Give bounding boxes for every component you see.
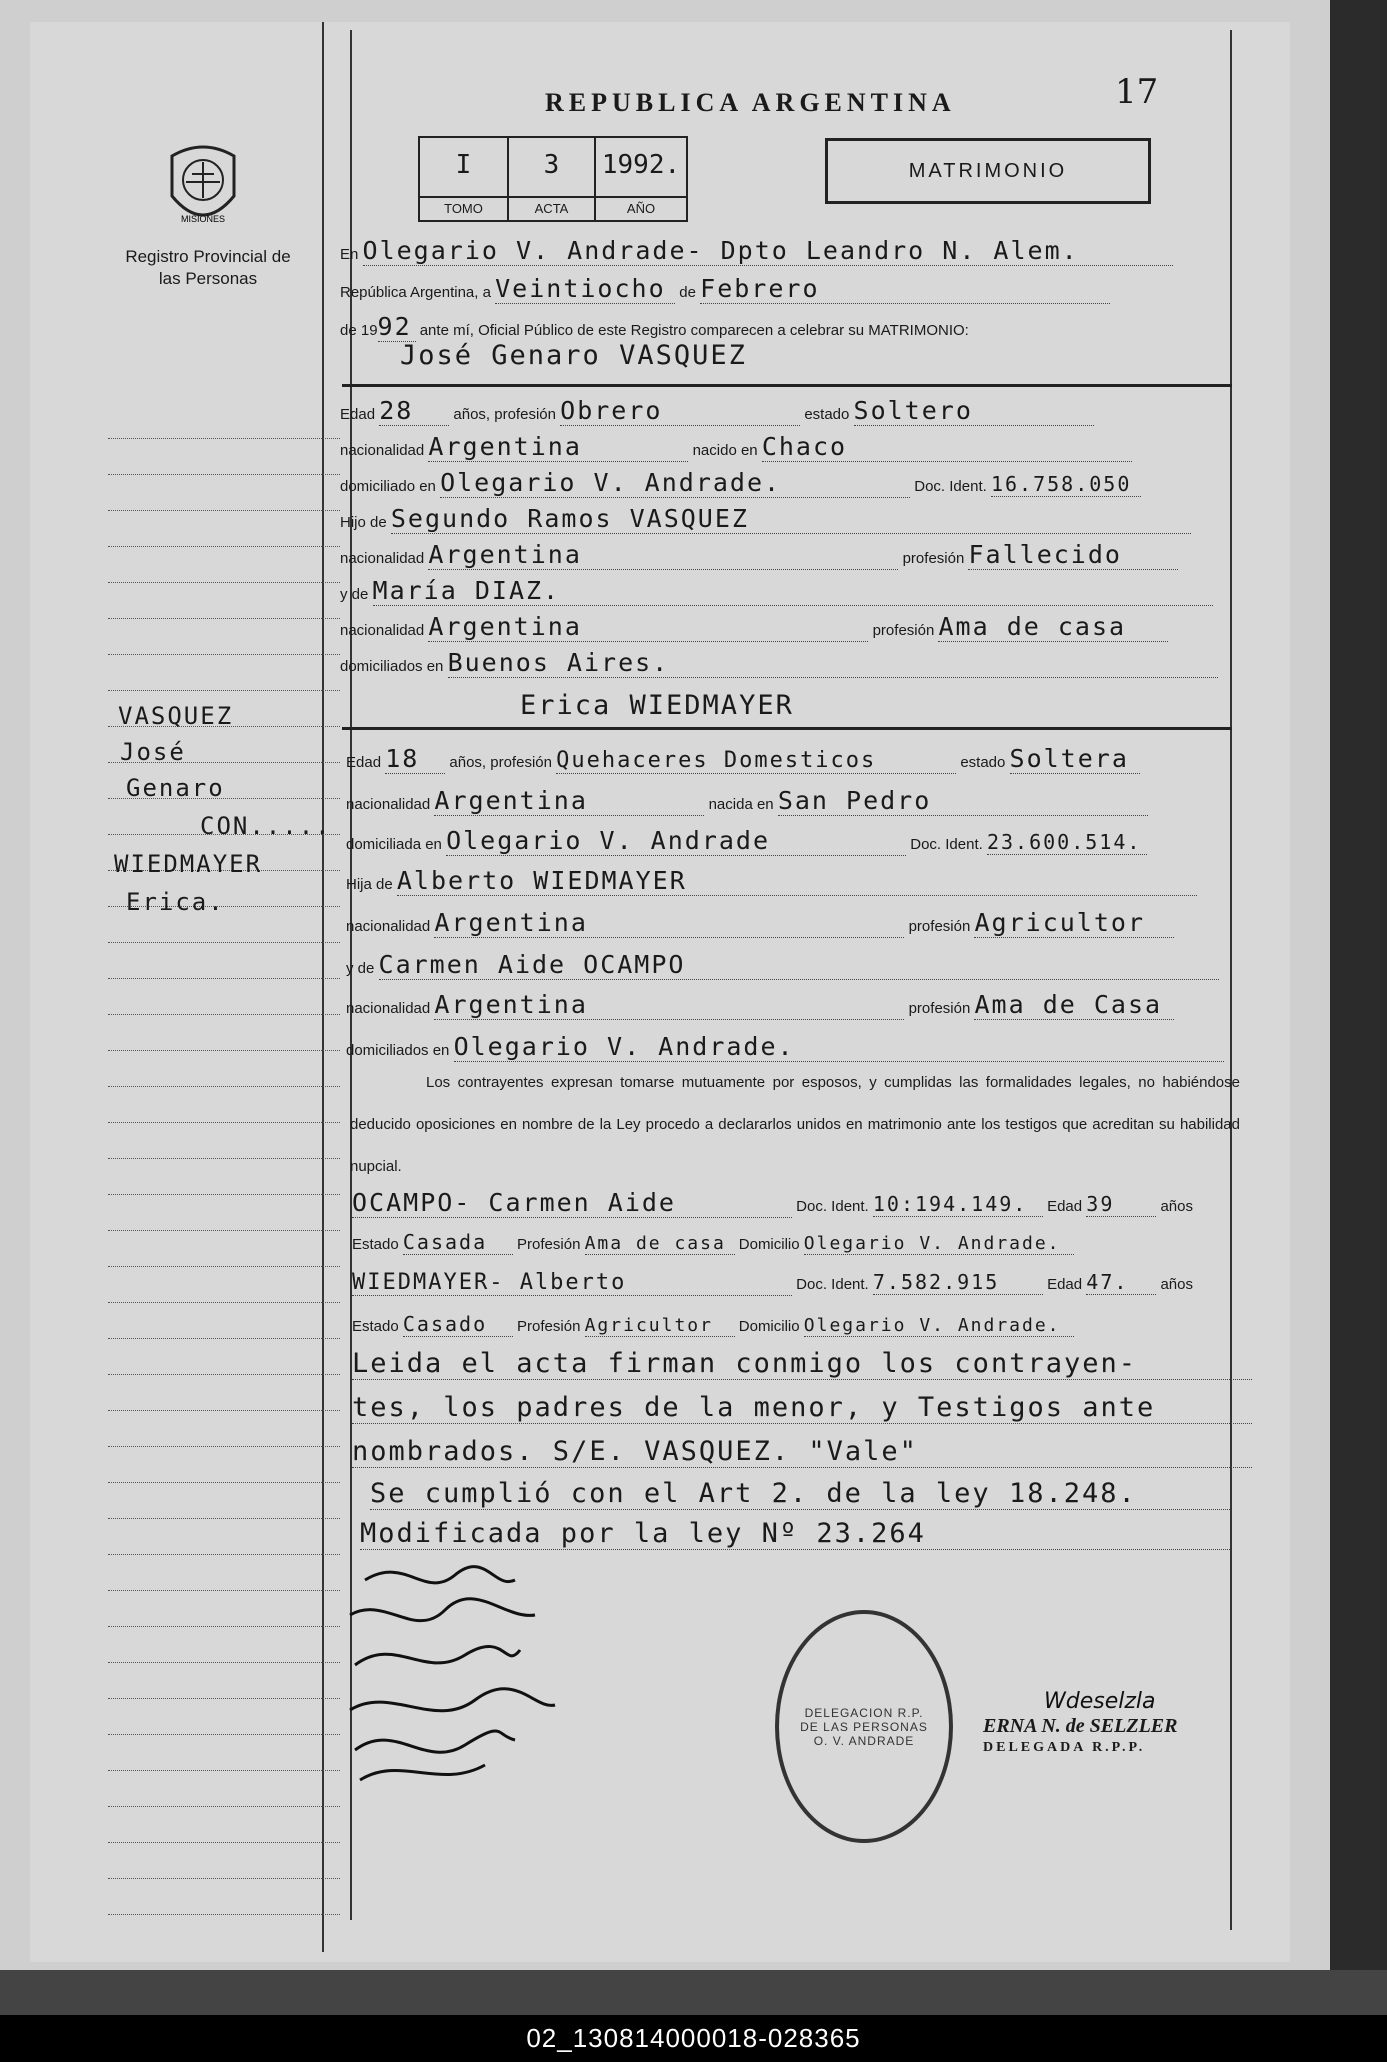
intro-year-row [340,312,1287,342]
stamp-text: DELEGACION R.P. DE LAS PERSONAS O. V. ANDRADE [800,1706,928,1748]
margin-note-line-2: José [120,738,186,766]
note-line-2: tes, los padres de la menor, y Testigos ante [352,1392,1252,1424]
witness-1-address: Olegario V. Andrade. [804,1233,1074,1255]
page-number: 17 [1115,72,1159,112]
groom-mother-nationality: Argentina [428,612,868,642]
groom-parents-address-row: domiciliados en Buenos Aires. [340,648,1287,678]
groom-address-row: domiciliado en Olegario V. Andrade. Doc. Ident. 16.758.050 [340,468,1287,498]
bride-mother-row: y de Carmen Aide OCAMPO [346,950,1287,980]
ano-value: 1992. [601,150,681,180]
groom-mother-row: y de María DIAZ. [340,576,1287,606]
tomo-cell [420,138,509,220]
note-line-1: Leida el acta firman conmigo los contrayen- [352,1348,1252,1380]
bride-mother-occupation: Ama de Casa [974,990,1174,1020]
bride-nationality-row: nacionalidad Argentina nacida en San Pedro [346,786,1287,816]
bride-birthplace: San Pedro [778,786,1148,816]
acta-cell [509,138,596,220]
groom-father: Segundo Ramos VASQUEZ [391,504,1191,534]
ano-label: AÑO [596,196,686,220]
book-reference-box [418,136,688,222]
year-value: 92 [378,312,416,342]
intro-clause: ante mí, Oficial Público de este Registro comparecen a celebrar su MATRIMONIO: [419,322,969,339]
groom-mother-nat-row: nacionalidad Argentina profesión Ama de casa [340,612,1287,642]
act-type-box: MATRIMONIO [825,138,1151,204]
witness-1-id: 10:194.149. [873,1192,1043,1217]
scan-background [0,1970,1387,2015]
bride-mother: Carmen Aide OCAMPO [379,950,1219,980]
officer-block [983,1715,1177,1759]
intro-place-row [340,236,1287,266]
bride-status: Soltera [1010,744,1140,774]
scan-id-footer: 02_130814000018-028365 [0,2015,1387,2062]
day-value: Veintiocho [495,274,675,304]
groom-name: José Genaro VASQUEZ [400,340,747,371]
note-line-5: Modificada por la ley Nº 23.264 [360,1518,1230,1550]
witness-2-occupation: Agricultor [585,1315,735,1337]
groom-nationality-row: nacionalidad Argentina nacido en Chaco [340,432,1287,462]
intro-date-row [340,274,1287,304]
groom-parents-address: Buenos Aires. [448,648,1218,678]
officer-title: DELEGADA R.P.P. [983,1740,1146,1755]
note-line-4: Se cumplió con el Art 2. de la ley 18.248. [370,1478,1230,1510]
bride-mother-nationality: Argentina [434,990,904,1020]
de19-label: de 19 [340,322,378,339]
officer-signature-text: Wdeselzla [1044,1689,1156,1714]
seal-caption: MISIONES [180,214,226,224]
margin-note-line-3: Genaro [126,774,225,802]
witness-2-name: WIEDMAYER- Alberto [352,1270,792,1296]
note-line-3: nombrados. S/E. VASQUEZ. "Vale" [352,1436,1252,1468]
bride-parents-address: Olegario V. Andrade. [454,1032,1224,1062]
republica-label: República Argentina, a [340,284,491,301]
bride-occupation: Quehaceres Domesticos [556,748,956,774]
witness-1-row: OCAMPO- Carmen Aide Doc. Ident. 10:194.149. Edad 39 años [352,1188,1193,1217]
tomo-value: I [455,150,472,180]
month-value: Febrero [700,274,1110,304]
acta-label: ACTA [509,196,594,220]
witness-1-name: OCAMPO- Carmen Aide [352,1188,792,1218]
officer-name: ERNA N. de SELZLER [983,1715,1178,1737]
margin-note-line-4: CON..... [200,812,332,840]
bride-address: Olegario V. Andrade [446,826,906,856]
groom-father-row: Hijo de Segundo Ramos VASQUEZ [340,504,1287,534]
groom-age-row: Edad 28 años, profesión Obrero estado Soltero [340,396,1287,426]
bride-separator [342,727,1232,730]
groom-occupation: Obrero [560,396,800,426]
bride-age-row: Edad 18 años, profesión Quehaceres Domesticos estado Soltera [346,744,1287,774]
groom-father-nationality: Argentina [428,540,898,570]
groom-age: 28 [379,396,449,426]
margin-note-line-6: Erica. [126,888,225,916]
groom-address: Olegario V. Andrade. [440,468,910,498]
groom-mother: María DIAZ. [373,576,1213,606]
bride-address-row: domiciliada en Olegario V. Andrade Doc. Ident. 23.600.514. [346,826,1287,856]
groom-id: 16.758.050 [991,472,1141,497]
bride-father-occupation: Agricultor [974,908,1174,938]
witness-2-age: 47. [1086,1270,1156,1295]
groom-status: Soltero [854,396,1094,426]
de-label: de [679,284,696,301]
margin-note-line-1: VASQUEZ [118,702,234,730]
witness-1-occupation: Ama de casa [585,1233,735,1255]
bride-father-nat-row: nacionalidad Argentina profesión Agricultor [346,908,1287,938]
ano-cell [596,138,686,220]
bride-parents-address-row: domiciliados en Olegario V. Andrade. [346,1032,1287,1062]
provincial-seal-icon [162,138,244,234]
witness-1-detail-row: Estado Casada Profesión Ama de casa Domicilio Olegario V. Andrade. [352,1230,1287,1255]
en-label: En [340,246,359,263]
officer-signature [1040,1680,1180,1720]
witness-1-age: 39 [1086,1192,1156,1217]
party-signatures [345,1560,565,1790]
bride-father-nationality: Argentina [434,908,904,938]
groom-father-nat-row: nacionalidad Argentina profesión Fallecido [340,540,1287,570]
bride-nationality: Argentina [434,786,704,816]
tomo-label: TOMO [420,196,507,220]
groom-father-occupation: Fallecido [968,540,1178,570]
bride-mother-nat-row: nacionalidad Argentina profesión Ama de Casa [346,990,1287,1020]
bride-age: 18 [385,744,445,774]
place-value: Olegario V. Andrade- Dpto Leandro N. Alem. [363,236,1173,266]
margin-note-line-5: WIEDMAYER [114,850,263,878]
groom-nationality: Argentina [428,432,688,462]
groom-separator [342,384,1232,387]
acta-value: 3 [543,150,560,180]
country-title: REPUBLICA ARGENTINA [545,88,956,117]
groom-birthplace: Chaco [762,432,1132,462]
bride-father: Alberto WIEDMAYER [397,866,1197,896]
witness-2-id: 7.582.915 [873,1270,1043,1295]
registry-name: Registro Provincial de las Personas [125,247,291,288]
official-stamp [775,1610,953,1843]
witness-2-address: Olegario V. Andrade. [804,1315,1074,1337]
witness-2-detail-row: Estado Casado Profesión Agricultor Domicilio Olegario V. Andrade. [352,1312,1287,1337]
bride-father-row: Hija de Alberto WIEDMAYER [346,866,1287,896]
witness-2-row: WIEDMAYER- Alberto Doc. Ident. 7.582.915 Edad 47. años [352,1270,1193,1295]
witness-1-status: Casada [403,1230,513,1255]
declaration-text: Los contrayentes expresan tomarse mutuamente por esposos, y cumplidas las formalidades legales, no habiéndose deducido oposiciones en nombre de la Ley procedo a declararlos unidos en matrimonio ante los testigos que acreditan su habilidad nupcial. [350,1074,1240,1175]
bride-id: 23.600.514. [987,830,1147,855]
groom-mother-occupation: Ama de casa [938,612,1168,642]
witness-2-status: Casado [403,1312,513,1337]
bride-name: Erica WIEDMAYER [520,690,794,721]
